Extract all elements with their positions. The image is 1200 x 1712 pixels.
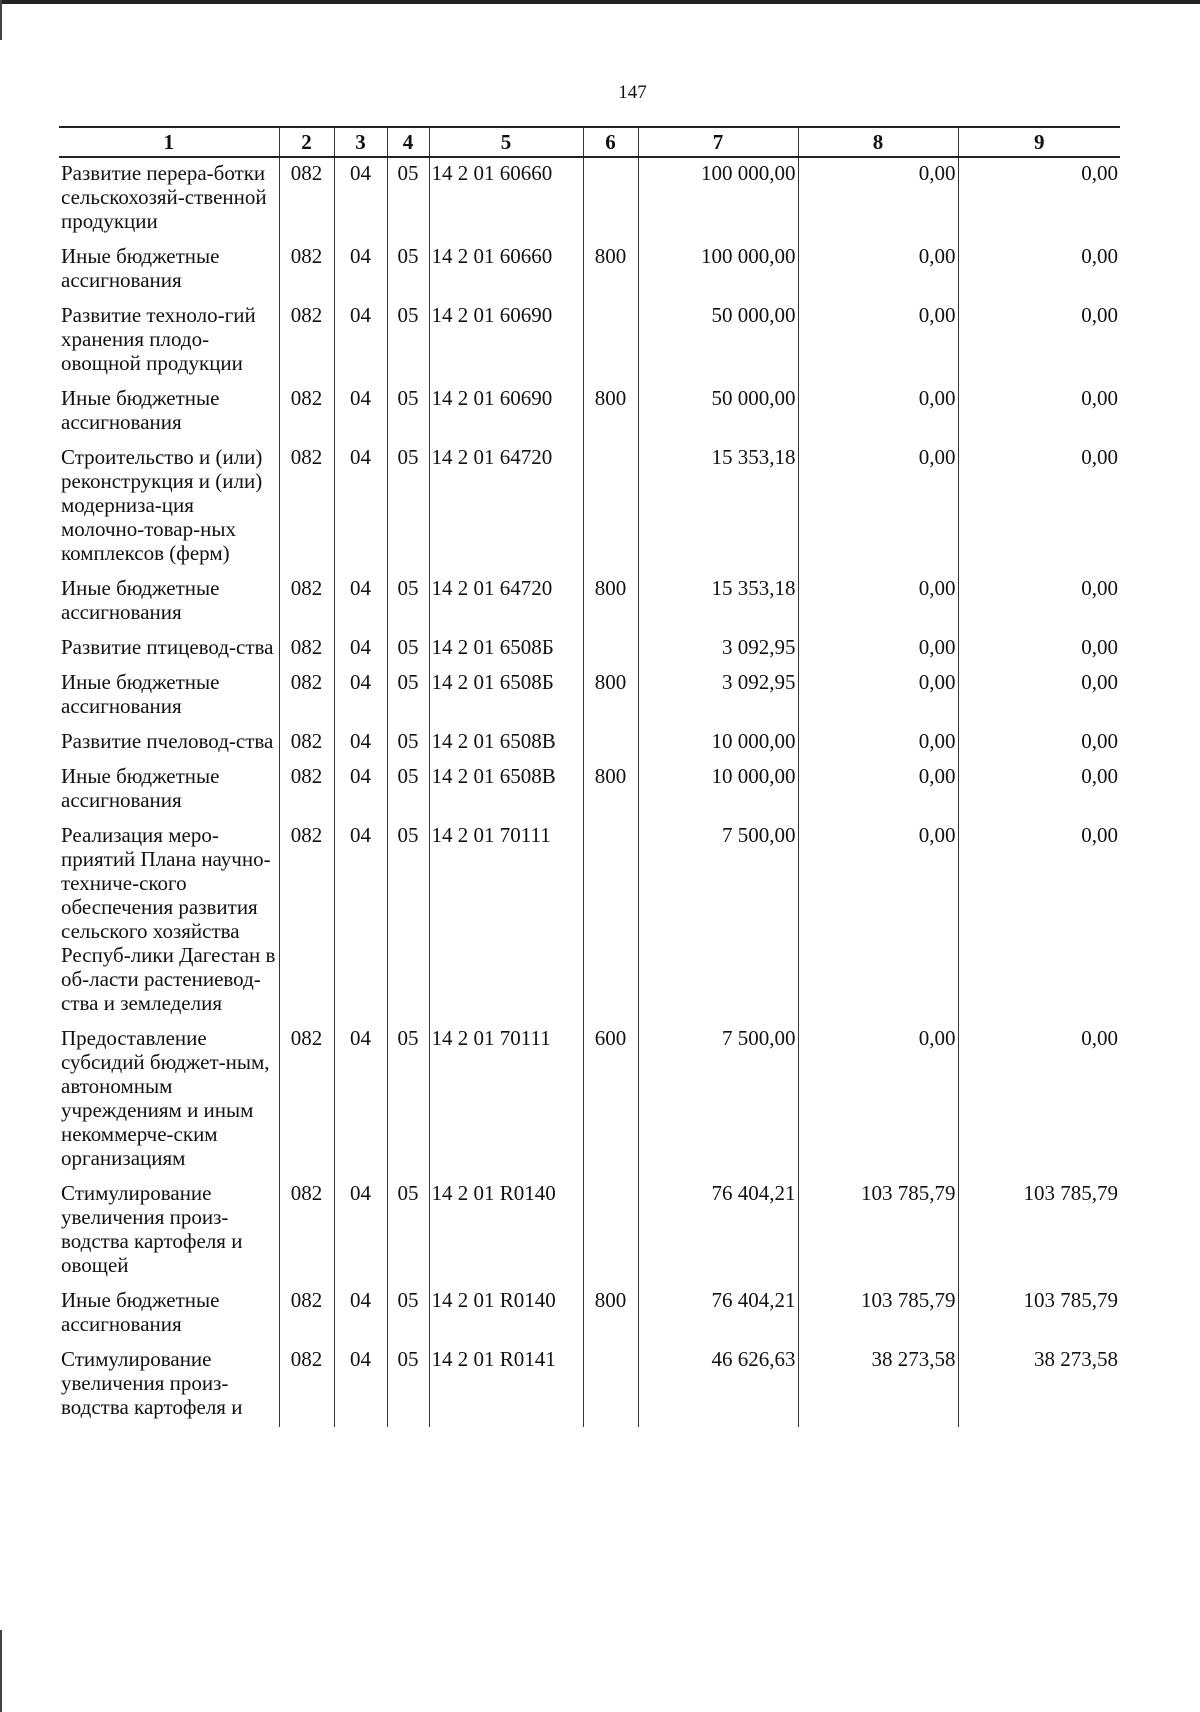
cell-section: 04 <box>334 442 387 573</box>
cell-amount-year2: 0,00 <box>798 241 958 300</box>
cell-section: 04 <box>334 241 387 300</box>
cell-amount-year1: 100 000,00 <box>638 241 798 300</box>
cell-expense-type: 800 <box>583 761 638 820</box>
cell-target-article: 14 2 01 R0140 <box>429 1178 583 1285</box>
cell-target-article: 14 2 01 64720 <box>429 573 583 632</box>
cell-ministry-code: 082 <box>279 1023 334 1178</box>
cell-ministry-code: 082 <box>279 157 334 241</box>
cell-subsection: 05 <box>387 573 429 632</box>
cell-expense-type <box>583 726 638 761</box>
cell-ministry-code: 082 <box>279 820 334 1023</box>
cell-amount-year3: 0,00 <box>958 726 1120 761</box>
cell-target-article: 14 2 01 6508В <box>429 726 583 761</box>
cell-subsection: 05 <box>387 442 429 573</box>
cell-ministry-code: 082 <box>279 300 334 383</box>
cell-amount-year3: 0,00 <box>958 632 1120 667</box>
cell-amount-year3: 0,00 <box>958 383 1120 442</box>
cell-target-article: 14 2 01 70111 <box>429 1023 583 1178</box>
cell-amount-year1: 15 353,18 <box>638 573 798 632</box>
cell-amount-year2: 0,00 <box>798 442 958 573</box>
cell-ministry-code: 082 <box>279 442 334 573</box>
row-name: Иные бюджетные ассигнования <box>61 764 220 812</box>
row-name: Реализация меро-приятий Плана научно-техниче-ского обеспечения развития сельского хозяйства Респуб-лики Дагестан в об-ласти растениевод-ства и земледелия <box>61 823 276 1015</box>
column-header: 8 <box>798 127 958 157</box>
cell-amount-year2: 0,00 <box>798 761 958 820</box>
cell-subsection: 05 <box>387 820 429 1023</box>
cell-amount-year2: 0,00 <box>798 573 958 632</box>
cell-target-article: 14 2 01 6508Б <box>429 632 583 667</box>
cell-ministry-code: 082 <box>279 632 334 667</box>
cell-target-article: 14 2 01 6508Б <box>429 667 583 726</box>
cell-section: 04 <box>334 632 387 667</box>
cell-section: 04 <box>334 1285 387 1344</box>
table-row <box>59 1344 1120 1427</box>
cell-ministry-code: 082 <box>279 667 334 726</box>
cell-target-article: 14 2 01 60660 <box>429 157 583 241</box>
cell-expense-type <box>583 820 638 1023</box>
cell-ministry-code: 082 <box>279 241 334 300</box>
scan-edge <box>0 0 2 40</box>
cell-amount-year1: 46 626,63 <box>638 1344 798 1427</box>
cell-section: 04 <box>334 573 387 632</box>
cell-subsection: 05 <box>387 1285 429 1344</box>
cell-target-article: 14 2 01 R0141 <box>429 1344 583 1427</box>
table-row <box>59 820 1120 1023</box>
cell-section: 04 <box>334 1023 387 1178</box>
page-number: 147 <box>618 82 647 103</box>
table-row <box>59 1285 1120 1344</box>
row-name: Стимулирование увеличения произ-водства картофеля и <box>61 1347 243 1419</box>
table-row <box>59 1023 1120 1178</box>
row-name: Иные бюджетные ассигнования <box>61 670 220 718</box>
cell-amount-year3: 0,00 <box>958 573 1120 632</box>
column-header: 3 <box>334 127 387 157</box>
cell-target-article: 14 2 01 70111 <box>429 820 583 1023</box>
row-name: Развитие птицевод-ства <box>61 635 274 659</box>
cell-amount-year2: 103 785,79 <box>798 1285 958 1344</box>
cell-ministry-code: 082 <box>279 1344 334 1427</box>
cell-subsection: 05 <box>387 300 429 383</box>
cell-amount-year2: 0,00 <box>798 667 958 726</box>
row-name: Развитие техноло-гий хранения плодо-овощной продукции <box>61 303 256 375</box>
row-name: Развитие перера-ботки сельскохозяй-ственной продукции <box>61 161 267 233</box>
table-row <box>59 157 1120 241</box>
cell-target-article: 14 2 01 60660 <box>429 241 583 300</box>
table-row <box>59 383 1120 442</box>
cell-amount-year3: 0,00 <box>958 300 1120 383</box>
cell-amount-year2: 0,00 <box>798 300 958 383</box>
cell-section: 04 <box>334 383 387 442</box>
cell-expense-type <box>583 1178 638 1285</box>
column-header: 5 <box>429 127 583 157</box>
column-header: 6 <box>583 127 638 157</box>
row-name: Иные бюджетные ассигнования <box>61 386 220 434</box>
column-header: 4 <box>387 127 429 157</box>
cell-subsection: 05 <box>387 157 429 241</box>
budget-table <box>59 126 1120 1427</box>
cell-amount-year2: 0,00 <box>798 157 958 241</box>
cell-section: 04 <box>334 157 387 241</box>
cell-amount-year1: 100 000,00 <box>638 157 798 241</box>
cell-section: 04 <box>334 1178 387 1285</box>
row-name: Иные бюджетные ассигнования <box>61 244 220 292</box>
cell-amount-year3: 103 785,79 <box>958 1285 1120 1344</box>
row-name: Иные бюджетные ассигнования <box>61 576 220 624</box>
cell-amount-year2: 0,00 <box>798 820 958 1023</box>
table-row <box>59 442 1120 573</box>
table-row <box>59 573 1120 632</box>
cell-subsection: 05 <box>387 1178 429 1285</box>
cell-section: 04 <box>334 726 387 761</box>
cell-expense-type: 800 <box>583 573 638 632</box>
row-name: Иные бюджетные ассигнования <box>61 1288 220 1336</box>
cell-amount-year1: 15 353,18 <box>638 442 798 573</box>
table-row <box>59 1178 1120 1285</box>
cell-amount-year3: 0,00 <box>958 442 1120 573</box>
cell-subsection: 05 <box>387 726 429 761</box>
row-name: Строительство и (или) реконструкция и (или) модерниза-ция молочно-товар-ных комплексов (ферм) <box>61 445 263 565</box>
cell-section: 04 <box>334 300 387 383</box>
cell-ministry-code: 082 <box>279 1285 334 1344</box>
cell-subsection: 05 <box>387 1023 429 1178</box>
cell-subsection: 05 <box>387 1344 429 1427</box>
cell-amount-year2: 38 273,58 <box>798 1344 958 1427</box>
cell-subsection: 05 <box>387 241 429 300</box>
cell-amount-year1: 50 000,00 <box>638 383 798 442</box>
cell-subsection: 05 <box>387 632 429 667</box>
table-row <box>59 667 1120 726</box>
cell-section: 04 <box>334 1344 387 1427</box>
cell-amount-year1: 3 092,95 <box>638 667 798 726</box>
cell-amount-year3: 0,00 <box>958 761 1120 820</box>
cell-amount-year2: 0,00 <box>798 726 958 761</box>
cell-section: 04 <box>334 761 387 820</box>
cell-amount-year1: 76 404,21 <box>638 1285 798 1344</box>
cell-section: 04 <box>334 820 387 1023</box>
table-row <box>59 726 1120 761</box>
top-border <box>0 0 1200 4</box>
cell-subsection: 05 <box>387 761 429 820</box>
header-row <box>59 127 1120 157</box>
cell-section: 04 <box>334 667 387 726</box>
cell-expense-type: 800 <box>583 1285 638 1344</box>
cell-subsection: 05 <box>387 383 429 442</box>
cell-ministry-code: 082 <box>279 573 334 632</box>
cell-amount-year2: 0,00 <box>798 632 958 667</box>
column-header: 2 <box>279 127 334 157</box>
cell-amount-year3: 0,00 <box>958 157 1120 241</box>
cell-amount-year1: 7 500,00 <box>638 820 798 1023</box>
cell-expense-type <box>583 632 638 667</box>
cell-expense-type: 800 <box>583 241 638 300</box>
cell-target-article: 14 2 01 60690 <box>429 300 583 383</box>
cell-subsection: 05 <box>387 667 429 726</box>
row-name: Предоставление субсидий бюджет-ным, автономным учреждениям и иным некоммерче-ским организациям <box>61 1026 270 1170</box>
cell-amount-year3: 0,00 <box>958 820 1120 1023</box>
row-name: Стимулирование увеличения произ-водства картофеля и овощей <box>61 1181 243 1277</box>
cell-expense-type <box>583 442 638 573</box>
cell-target-article: 14 2 01 6508В <box>429 761 583 820</box>
cell-expense-type: 800 <box>583 383 638 442</box>
cell-expense-type <box>583 1344 638 1427</box>
cell-amount-year1: 76 404,21 <box>638 1178 798 1285</box>
cell-amount-year2: 0,00 <box>798 383 958 442</box>
cell-amount-year3: 0,00 <box>958 1023 1120 1178</box>
cell-amount-year3: 103 785,79 <box>958 1178 1120 1285</box>
cell-target-article: 14 2 01 R0140 <box>429 1285 583 1344</box>
column-header: 9 <box>958 127 1120 157</box>
cell-amount-year1: 10 000,00 <box>638 761 798 820</box>
cell-amount-year1: 7 500,00 <box>638 1023 798 1178</box>
cell-amount-year3: 0,00 <box>958 667 1120 726</box>
cell-amount-year1: 50 000,00 <box>638 300 798 383</box>
cell-amount-year1: 3 092,95 <box>638 632 798 667</box>
cell-amount-year3: 0,00 <box>958 241 1120 300</box>
cell-ministry-code: 082 <box>279 383 334 442</box>
table-row <box>59 241 1120 300</box>
cell-expense-type <box>583 157 638 241</box>
table-row <box>59 300 1120 383</box>
cell-ministry-code: 082 <box>279 1178 334 1285</box>
cell-target-article: 14 2 01 64720 <box>429 442 583 573</box>
column-header: 1 <box>59 127 279 157</box>
cell-amount-year1: 10 000,00 <box>638 726 798 761</box>
cell-amount-year3: 38 273,58 <box>958 1344 1120 1427</box>
table-row <box>59 632 1120 667</box>
cell-amount-year2: 103 785,79 <box>798 1178 958 1285</box>
cell-ministry-code: 082 <box>279 726 334 761</box>
row-name: Развитие пчеловод-ства <box>61 729 274 753</box>
scan-edge <box>0 1630 2 1712</box>
cell-expense-type: 600 <box>583 1023 638 1178</box>
cell-expense-type: 800 <box>583 667 638 726</box>
table-row <box>59 761 1120 820</box>
column-header: 7 <box>638 127 798 157</box>
cell-expense-type <box>583 300 638 383</box>
cell-amount-year2: 0,00 <box>798 1023 958 1178</box>
cell-ministry-code: 082 <box>279 761 334 820</box>
cell-target-article: 14 2 01 60690 <box>429 383 583 442</box>
